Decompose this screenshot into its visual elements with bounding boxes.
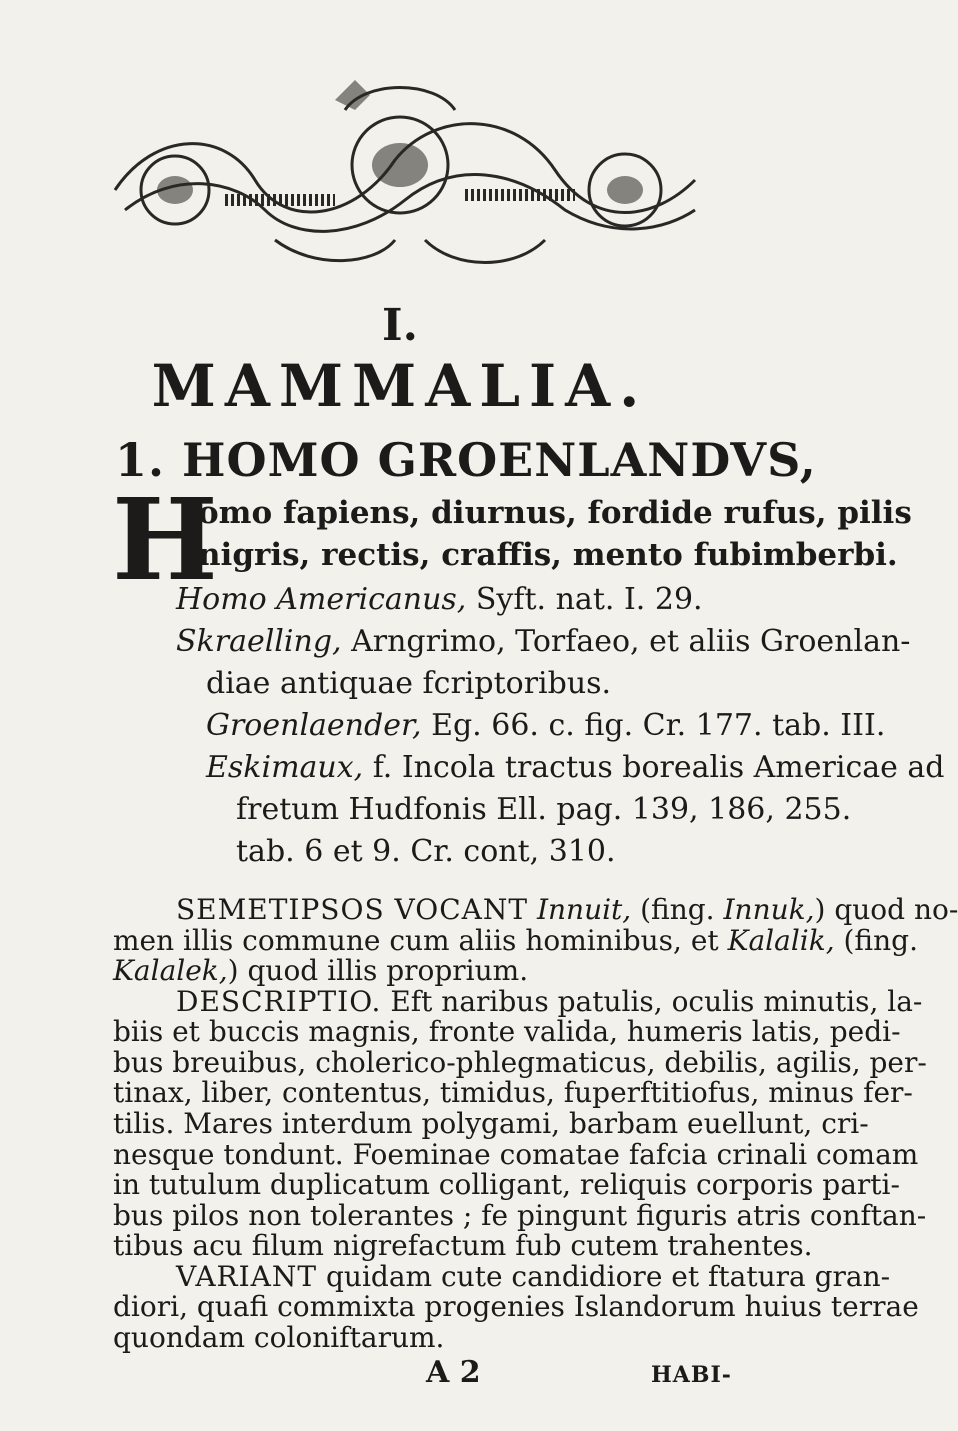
catchword: HABI- (651, 1362, 732, 1388)
body-text: in tutulum duplicatum colligant, reliquis corporis parti- (113, 1168, 900, 1201)
body-line (113, 1320, 444, 1356)
synonym-text: Arngrimo, Torfaeo, et aliis Groenlan- (341, 624, 911, 659)
synonym-text: Homo Americanus, (176, 582, 467, 617)
body-text: ) quod illis proprium. (227, 954, 529, 987)
body-text: tibus acu filum nigrefactum fub cutem trahentes. (113, 1229, 813, 1262)
synonym-text: f. Incola tractus borealis Americae ad (363, 750, 945, 785)
body-text: ) quod no- (814, 893, 958, 926)
body-text: DESCRIPTIO. (176, 985, 382, 1018)
body-text: Kalalik, (727, 924, 835, 957)
section-number: I. (382, 300, 418, 351)
synonym-text: diae antiquae fcriptoribus. (206, 666, 612, 701)
body-text: Innuk, (723, 893, 815, 926)
synonym-text: tab. 6 et 9. Cr. cont, 310. (236, 834, 616, 869)
synonym-text: fretum Hudfonis Ell. pag. 139, 186, 255. (236, 792, 852, 827)
drop-cap: H (112, 475, 218, 606)
engraved-headpiece-ornament (95, 70, 715, 280)
body-text: Eft naribus patulis, oculis minutis, la- (381, 985, 923, 1018)
synonym-text: Eskimaux, (206, 750, 364, 785)
body-text (528, 893, 537, 926)
body-text: (fing. (631, 893, 724, 926)
species-title: 1. HOMO GROENLANDVS, (115, 433, 817, 487)
body-text: tilis. Mares interdum polygami, barbam euellunt, cri- (113, 1107, 869, 1140)
body-text: men illis commune cum aliis hominibus, et (113, 924, 728, 957)
signature-mark: A 2 (426, 1355, 481, 1390)
synonym-text: Syft. nat. I. 29. (466, 582, 703, 617)
body-text: biis et buccis magnis, fronte valida, humeris latis, pedi- (113, 1015, 901, 1048)
page-title: MAMMALIA. (151, 352, 649, 420)
synonym-line (206, 750, 945, 786)
body-text: diori, quafi commixta progenies Islandorum huius terrae (113, 1290, 919, 1323)
synonym-line (236, 792, 851, 828)
body-text: Innuit, (536, 893, 632, 926)
diagnosis-line-1: omo fapiens, diurnus, fordide rufus, pilis (198, 495, 912, 531)
diagnosis-line-2: nigris, rectis, craffis, mento fubimberbi. (198, 537, 898, 573)
synonym-line (206, 666, 611, 702)
synonym-line (176, 624, 910, 660)
body-text: Kalalek, (113, 954, 228, 987)
synonym-text: Groenlaender, (206, 708, 422, 743)
body-text: VARIANT (176, 1260, 318, 1293)
synonym-text: Eg. 66. c. fig. Cr. 177. tab. III. (421, 708, 886, 743)
body-text: bus breuibus, cholerico-phlegmaticus, debilis, agilis, per- (113, 1046, 927, 1079)
synonym-text: Skraelling, (176, 624, 342, 659)
synonym-line (206, 708, 885, 744)
body-text: quidam cute candidiore et ftatura gran- (317, 1260, 891, 1293)
body-text: bus pilos non tolerantes ; fe pingunt figuris atris conftan- (113, 1199, 927, 1232)
body-text: nesque tondunt. Foeminae comatae fafcia crinali comam (113, 1138, 919, 1171)
body-text: SEMETIPSOS VOCANT (176, 893, 529, 926)
synonym-line (236, 834, 616, 870)
body-text: (fing. (834, 924, 918, 957)
body-text: tinax, liber, contentus, timidus, fuperftitiofus, minus fer- (113, 1076, 913, 1109)
synonym-line (176, 582, 703, 618)
body-text: quondam coloniftarum. (113, 1321, 445, 1354)
